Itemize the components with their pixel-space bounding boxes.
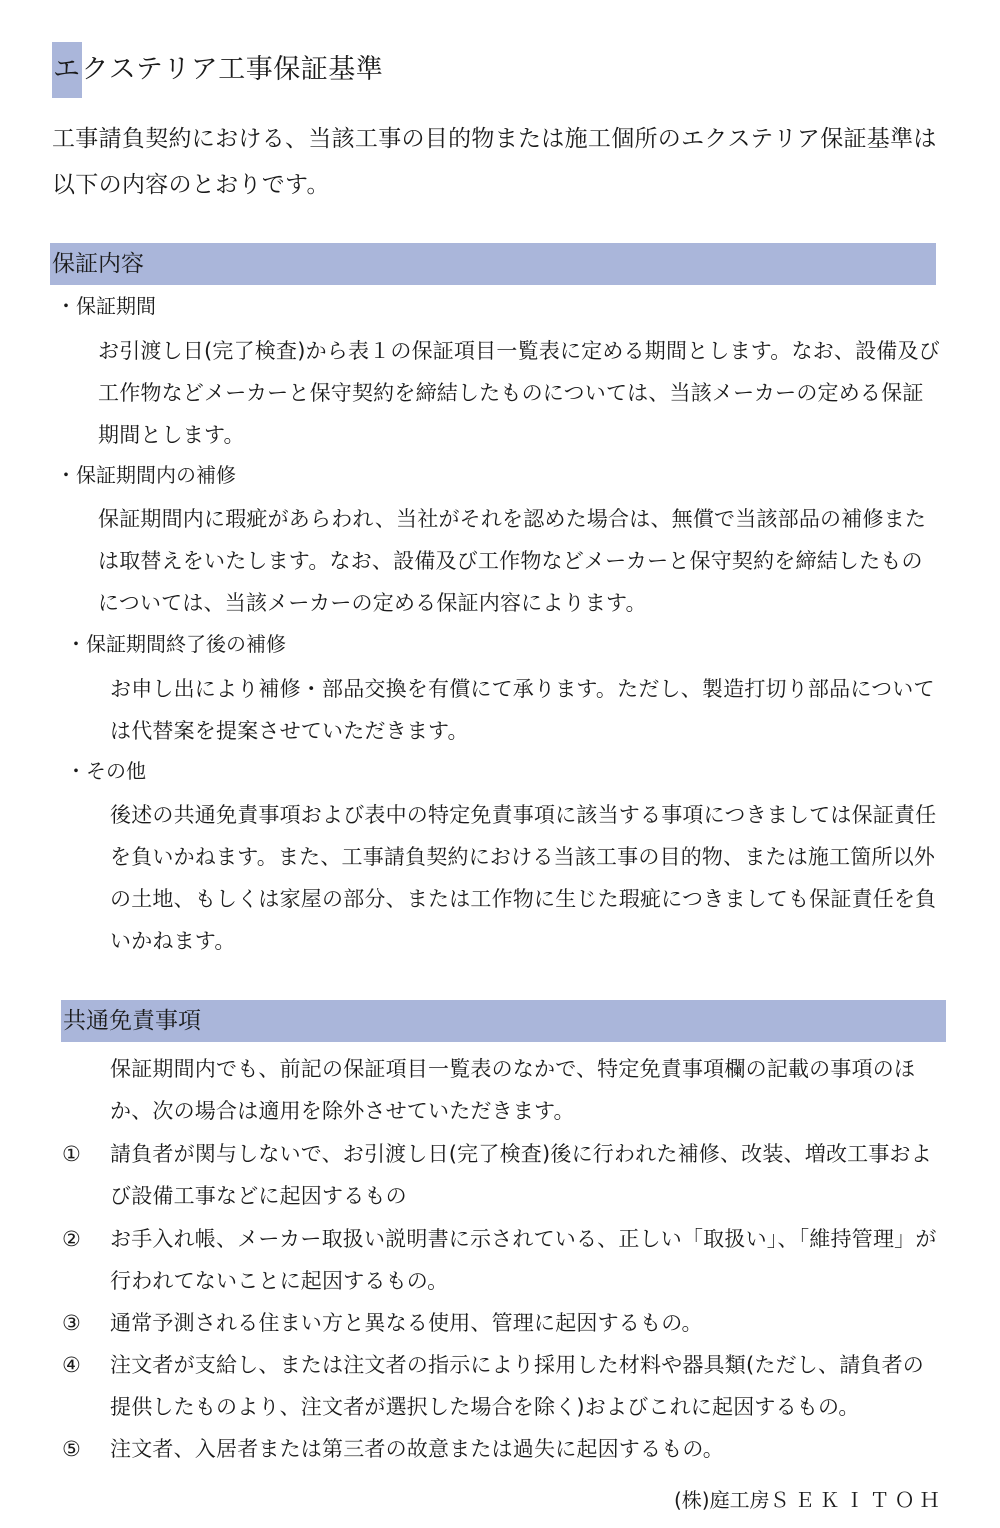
section-heading-exemptions: 共通免責事項 xyxy=(61,1000,946,1042)
exemption-number-2: ② xyxy=(62,1227,81,1251)
exemption-text-5: 注文者、入居者または第三者の故意または過失に起因するもの。 xyxy=(110,1437,724,1461)
paragraph-exemptions-intro: 保証期間内でも、前記の保証項目一覧表のなかで、特定免責事項欄の記載の事項のほか、次の場合は適用を除外させていただきます。 xyxy=(110,1057,916,1123)
bullet-repair-after-period: ・保証期間終了後の補修 xyxy=(66,632,286,656)
exemption-text-4: 注文者が支給し、または注文者の指示により採用した材料や器具類(ただし、請負者の提供したものより、注文者が選択した場合を除く)およびこれに起因するもの。 xyxy=(110,1353,924,1419)
section-heading-warranty: 保証内容 xyxy=(50,243,936,285)
company-signature xyxy=(674,1484,945,1516)
title-text: クステリア工事保証基準 xyxy=(81,54,384,85)
exemption-text-2: お手入れ帳、メーカー取扱い説明書に示されている、正しい「取扱い」、「維持管理」が行われてないことに起因するもの。 xyxy=(110,1227,937,1293)
paragraph-repair-after-period: お申し出により補修・部品交換を有償にて承ります。ただし、製造打切り部品については代替案を提案させていただきます。 xyxy=(110,677,935,743)
paragraph-warranty-period: お引渡し日(完了検査)から表１の保証項目一覧表に定める期間とします。なお、設備及び工作物などメーカーと保守契約を締結したものについては、当該メーカーの定める保証期間とします。 xyxy=(98,339,940,447)
exemption-text-3: 通常予測される住まい方と異なる使用、管理に起因するもの。 xyxy=(110,1311,703,1335)
exemption-number-4: ④ xyxy=(62,1353,81,1377)
exemption-number-1: ① xyxy=(62,1142,81,1166)
page-title xyxy=(52,42,383,98)
exemption-number-3: ③ xyxy=(62,1311,81,1335)
bullet-other: ・その他 xyxy=(66,759,146,783)
bullet-warranty-period: ・保証期間 xyxy=(56,294,156,318)
bullet-repair-within-period: ・保証期間内の補修 xyxy=(56,463,236,487)
paragraph-repair-within-period: 保証期間内に瑕疵があらわれ、当社がそれを認めた場合は、無償で当該部品の補修または取替えをいたします。なお、設備及び工作物などメーカーと保守契約を締結したものについては、当該メーカーの定める保証内容によります。 xyxy=(98,507,927,615)
company-prefix: (株)庭工房 xyxy=(674,1488,770,1512)
exemption-text-1: 請負者が関与しないで、お引渡し日(完了検査)後に行われた補修、改装、増改工事および設備工事などに起因するもの xyxy=(110,1142,932,1208)
intro-paragraph: 工事請負契約における、当該工事の目的物または施工個所のエクステリア保証基準は以下の内容のとおりです。 xyxy=(52,126,937,198)
paragraph-other: 後述の共通免責事項および表中の特定免責事項に該当する事項につきましては保証責任を負いかねます。また、工事請負契約における当該工事の目的物、または施工箇所以外の土地、もしくは家屋の部分、または工作物に生じた瑕疵につきましても保証責任を負いかねます。 xyxy=(110,803,937,953)
company-latin-name: ＳＥＫＩＴＯＨ xyxy=(769,1488,945,1512)
title-highlight-char: エ xyxy=(52,42,82,98)
exemption-number-5: ⑤ xyxy=(62,1437,81,1461)
